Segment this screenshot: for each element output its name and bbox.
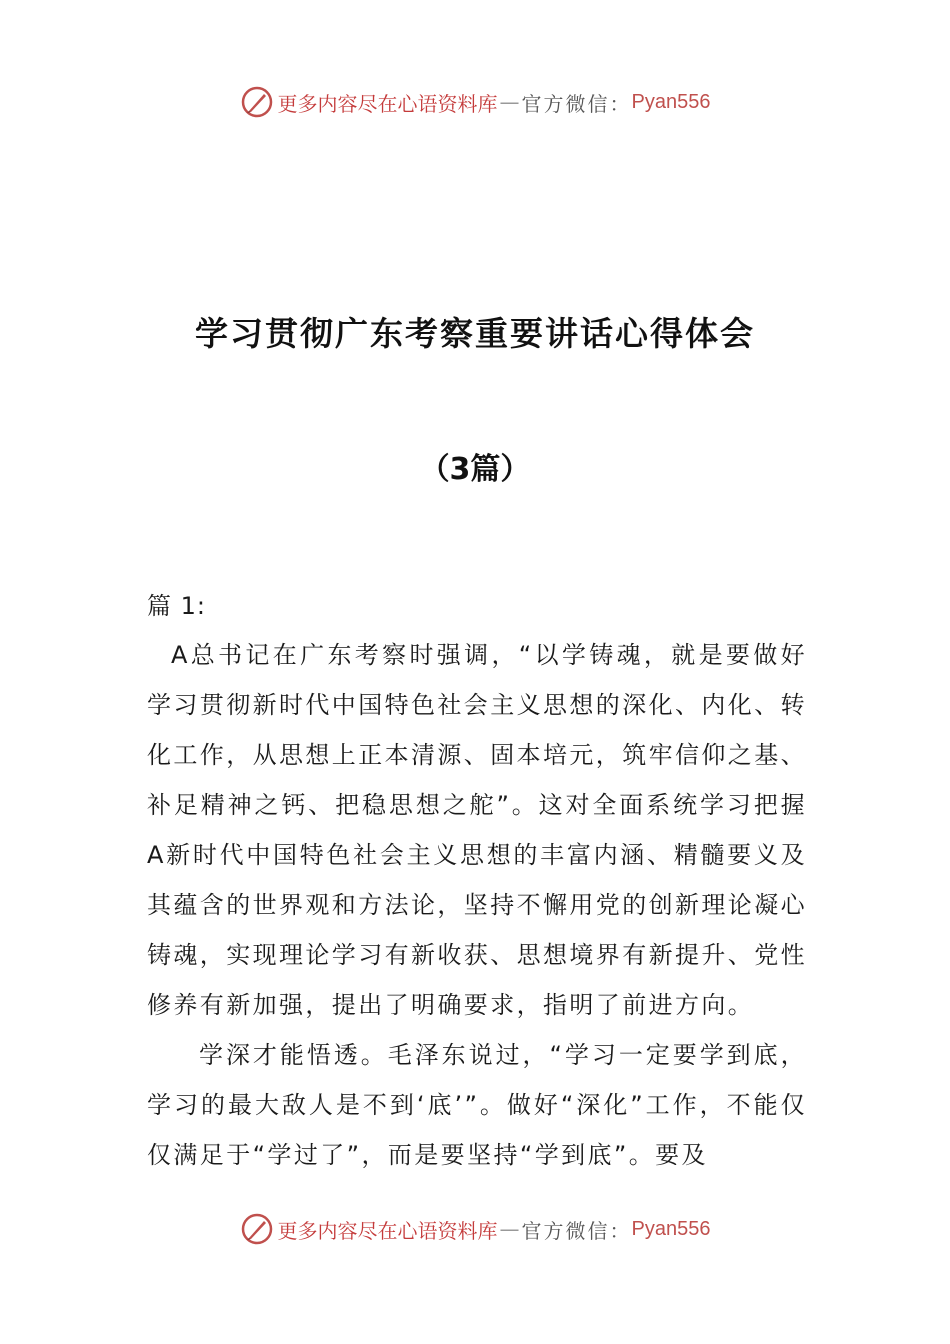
paragraph: 学深才能悟透。毛泽东说过，“学习一定要学到底，学习的最大敌人是不到‘底’”。做好“深化”工作，不能仅仅满足于“学过了”，而是要坚持“学到底”。要及: [147, 1041, 807, 1169]
document-subtitle: （3篇）: [419, 452, 531, 487]
quill-logo-icon: [240, 85, 274, 119]
banner-brand: 更多内容尽在心语资料库: [277, 1218, 498, 1243]
paragraph: A总书记在广东考察时强调，“以学铸魂，就是要做好学习贯彻新时代中国特色社会主义思想的深化、内化、转化工作，从思想上正本清源、固本培元，筑牢信仰之基、补足精神之钙、把稳思想之舵”。这对全面系统学习把握A新时代中国特色社会主义思想的丰富内涵、精髓要义及其蕴含的世界观和方法论，坚持不懈用党的创新理论凝心铸魂，实现理论学习有新收获、思想境界有新提升、党性修养有新加强，提出了明确要求，指明了前进方向。: [147, 641, 807, 1019]
header-banner: [0, 85, 950, 119]
banner-wechat-id: Pyan556: [631, 90, 711, 113]
banner-wechat-label: 官方微信：: [521, 1218, 632, 1243]
quill-logo-icon: [240, 1212, 274, 1246]
footer-banner: [0, 1212, 950, 1246]
banner-wechat-id: Pyan556: [631, 1217, 711, 1240]
banner-dash: —: [499, 1217, 520, 1241]
banner-dash: —: [499, 90, 520, 114]
body-text: [147, 630, 807, 1180]
banner-brand: 更多内容尽在心语资料库: [277, 91, 498, 116]
section-label: 篇 1:: [147, 592, 206, 620]
document-title: 学习贯彻广东考察重要讲话心得体会: [195, 314, 755, 353]
banner-wechat-label: 官方微信：: [521, 91, 632, 116]
